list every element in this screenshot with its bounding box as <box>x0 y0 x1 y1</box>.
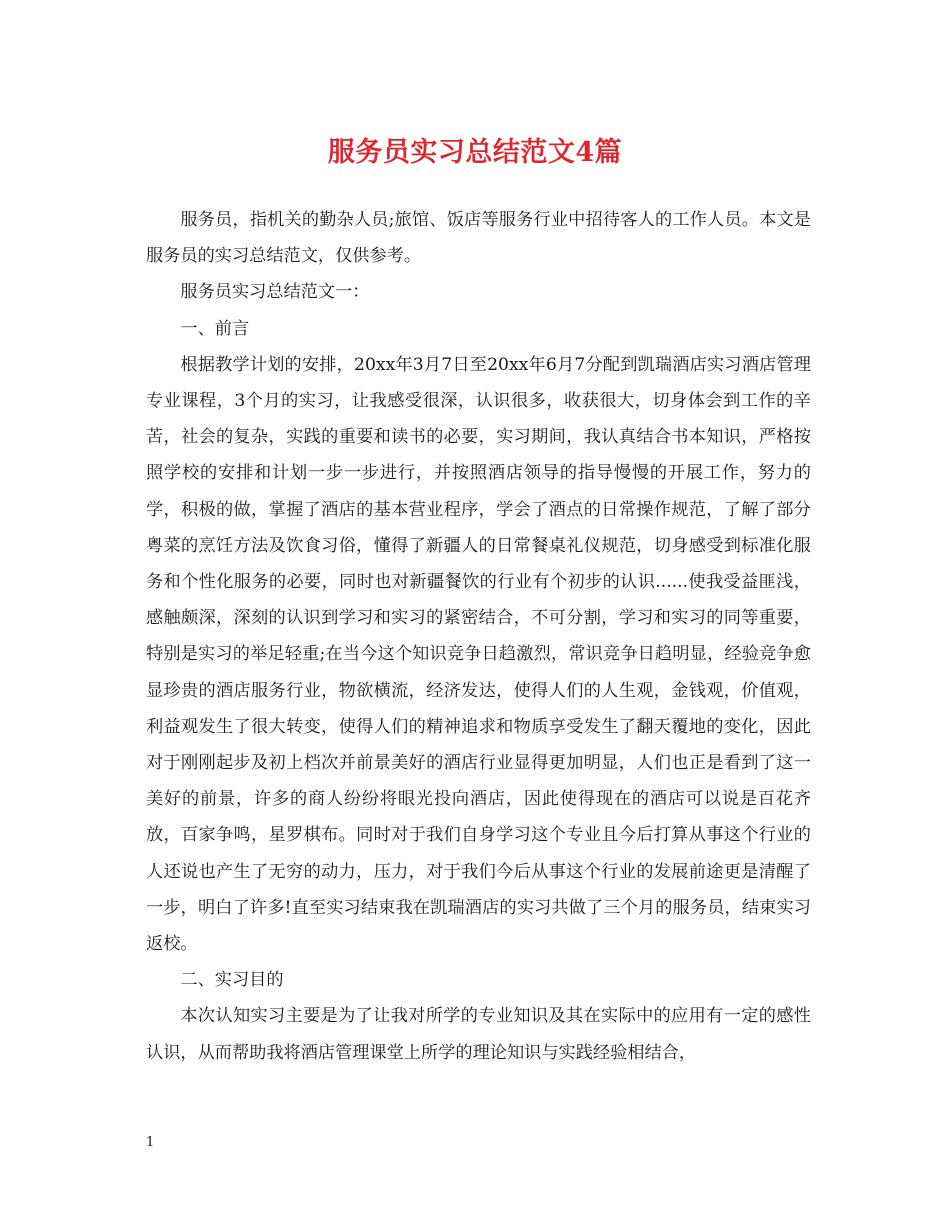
section-heading-purpose: 二、实习目的 <box>180 970 284 991</box>
page-number: 1 <box>146 1135 155 1150</box>
document-title: 服务员实习总结范文4篇 <box>327 137 623 168</box>
document-body <box>146 202 811 1071</box>
intro-paragraph: 服务员，指机关的勤杂人员;旅馆、饭店等服务行业中招待客人的工作人员。本文是服务员的实习总结范文，仅供参考。 <box>146 210 811 267</box>
preface-paragraph: 根据教学计划的安排，20xx年3月7日至20xx年6月7分配到凯瑞酒店实习酒店管理专业课程，3个月的实习，让我感受很深，认识很多，收获很大，切身体会到工作的辛苦，社会的复杂，实践的重要和读书的必要，实习期间，我认真结合书本知识，严格按照学校的安排和计划一步一步进行，并按照酒店领导的指导慢慢的开展工作，努力的学，积极的做，掌握了酒店的基本营业程序，学会了酒点的日常操作规范，了解了部分粤菜的烹饪方法及饮食习俗，懂得了新疆人的日常餐桌礼仪规范，切身感受到标准化服务和个性化服务的必要，同时也对新疆餐饮的行业有个初步的认识......使我受益匪浅，感触颇深，深刻的认识到学习和实习的紧密结合，不可分割，学习和实习的同等重要，特别是实习的举足轻重;在当今这个知识竞争日趋激烈，常识竞争日趋明显，经验竞争愈显珍贵的酒店服务行业，物欲横流，经济发达，使得人们的人生观，金钱观，价值观，利益观发生了很大转变，使得人们的精神追求和物质享受发生了翻天覆地的变化，因此对于刚刚起步及初上档次并前景美好的酒店行业显得更加明显，人们也正是看到了这一美好的前景，许多的商人纷纷将眼光投向酒店，因此使得现在的酒店可以说是百花齐放，百家争鸣，星罗棋布。同时对于我们自身学习这个专业且今后打算从事这个行业的人还说也产生了无穷的动力，压力，对于我们今后从事这个行业的发展前途更是清醒了一步，明白了许多!直至实习结束我在凯瑞酒店的实习共做了三个月的服务员，结束实习返校。 <box>146 354 811 955</box>
section-heading-sample-one: 服务员实习总结范文一： <box>180 282 370 303</box>
purpose-paragraph: 本次认知实习主要是为了让我对所学的专业知识及其在实际中的应用有一定的感性认识，从而帮助我将酒店管理课堂上所学的理论知识与实践经验相结合， <box>146 1006 811 1063</box>
section-heading-preface: 一、前言 <box>180 318 250 339</box>
